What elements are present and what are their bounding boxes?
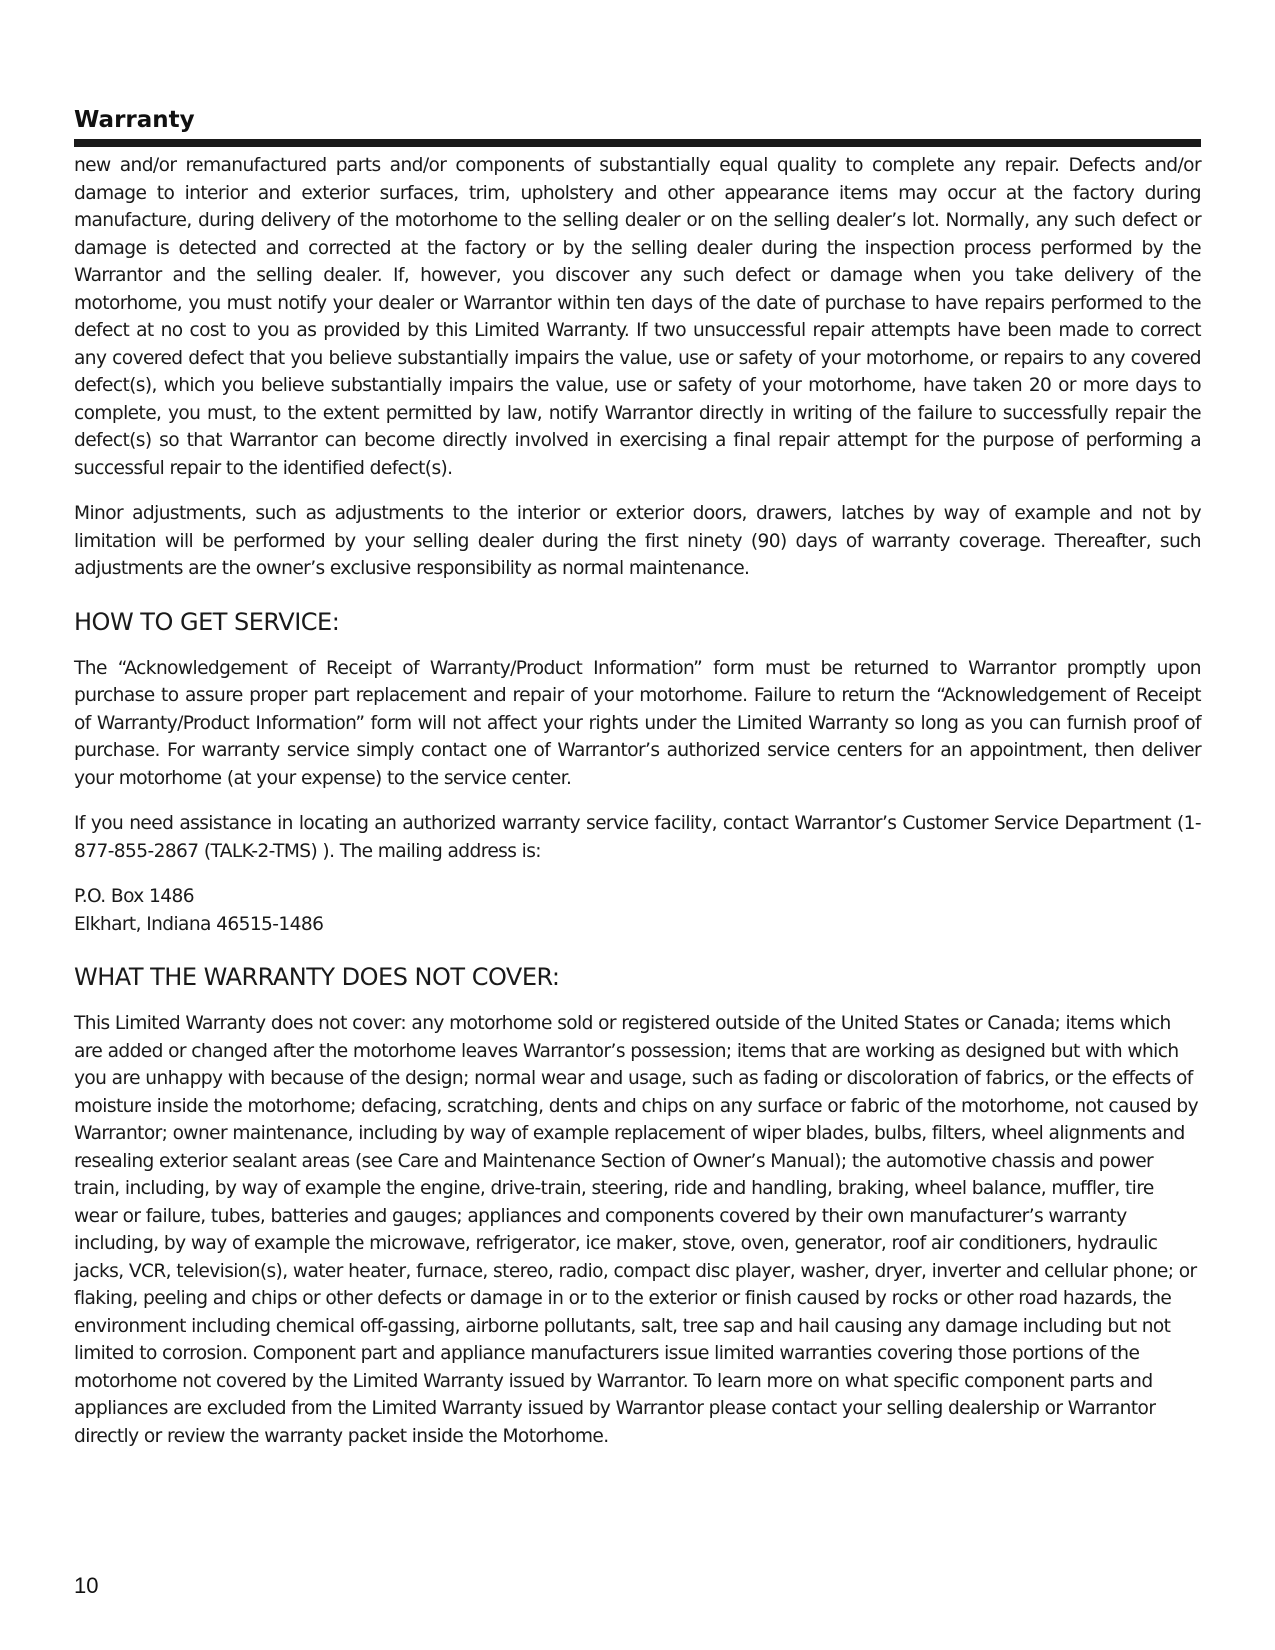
document-page	[74, 106, 1201, 1468]
service-paragraph-acknowledgement: The “Acknowledgement of Receipt of Warranty/Product Information” form must be returned to Warrantor promptly upon purchase to assure proper part replacement and repair of your motorhome. Failure to return the “Acknowledgement of Receipt of Warranty/Product Information” form will not affect your rights under the Limited Warranty so long as you can furnish proof of purchase. For warranty service simply contact one of Warrantor’s authorized service centers for an appointment, then deliver your motorhome (at your expense) to the service center.	[74, 657, 1201, 789]
warranty-paragraph-adjustments: Minor adjustments, such as adjustments to the interior or exterior doors, drawers, latches by way of example and not by limitation will be performed by your selling dealer during the first ninety (90) days of warranty coverage. Thereafter, such adjustments are the owner’s exclusive responsibility as normal maintenance.	[74, 503, 1201, 579]
page-header-title: Warranty	[74, 107, 195, 133]
not-covered-paragraph: This Limited Warranty does not cover: any motorhome sold or registered outside of the United States or Canada; items which are added or changed after the motorhome leaves Warrantor’s possession; items that are working as designed but with which you are unhappy with because of the design; normal wear and usage, such as fading or discoloration of fabrics, or the effects of moisture inside the motorhome; defacing, scratching, dents and chips on any surface or fabric of the motorhome, not caused by Warrantor; owner maintenance, including by way of example replacement of wiper blades, bulbs, filters, wheel alignments and resealing exterior sealant areas (see Care and Maintenance Section of Owner’s Manual); the automotive chassis and power train, including, by way of example the engine, drive-train, steering, ride and handling, braking, wheel balance, muffler, tire wear or failure, tubes, batteries and gauges; appliances and components covered by their own manufacturer’s warranty including, by way of example the microwave, refrigerator, ice maker, stove, oven, generator, roof air conditioners, hydraulic jacks, VCR, television(s), water heater, furnace, stereo, radio, compact disc player, washer, dryer, inverter and cellular phone; or flaking, peeling and chips or other defects or damage in or to the exterior or finish caused by rocks or other road hazards, the environment including chemical off-gassing, airborne pollutants, salt, tree sap and hail causing any damage including but not limited to corrosion. Component part and appliance manufacturers issue limited warranties covering those portions of the motorhome not covered by the Limited Warranty issued by Warrantor. To learn more on what specific component parts and appliances are excluded from the Limited Warranty issued by Warrantor please contact your selling dealership or Warrantor directly or review the warranty packet inside the Motorhome.	[74, 1013, 1199, 1447]
header-rule	[74, 139, 1201, 147]
section-heading-not-covered: WHAT THE WARRANTY DOES NOT COVER:	[74, 963, 560, 991]
service-paragraph-assistance: If you need assistance in locating an authorized warranty service facility, contact Warrantor’s Customer Service Department (1-877-855-2867 (TALK-2-TMS) ). The mailing address is:	[74, 813, 1201, 862]
mailing-address	[74, 883, 1201, 938]
warranty-paragraph-repairs: new and/or remanufactured parts and/or components of substantially equal quality to complete any repair. Defects and/or damage to interior and exterior surfaces, trim, upholstery and other appearance items may occur at the factory during manufacture, during delivery of the motorhome to the selling dealer or on the selling dealer’s lot. Normally, any such defect or damage is detected and corrected at the factory or by the selling dealer during the inspection process performed by the Warrantor and the selling dealer. If, however, you discover any such defect or damage when you take delivery of the motorhome, you must notify your dealer or Warrantor within ten days of the date of purchase to have repairs performed to the defect at no cost to you as provided by this Limited Warranty. If two unsuccessful repair attempts have been made to correct any covered defect that you believe substantially impairs the value, use or safety of your motorhome, or repairs to any covered defect(s), which you believe substantially impairs the value, use or safety of your motorhome, have taken 20 or more days to complete, you must, to the extent permitted by law, notify Warrantor directly in writing of the failure to successfully repair the defect(s) so that Warrantor can become directly involved in exercising a final repair attempt for the purpose of performing a successful repair to the identified defect(s).	[74, 155, 1201, 479]
page-number: 10	[74, 1573, 99, 1598]
section-heading-service: HOW TO GET SERVICE:	[74, 607, 340, 636]
address-line-po-box: P.O. Box 1486	[74, 886, 194, 907]
address-line-city: Elkhart, Indiana 46515-1486	[74, 913, 324, 935]
